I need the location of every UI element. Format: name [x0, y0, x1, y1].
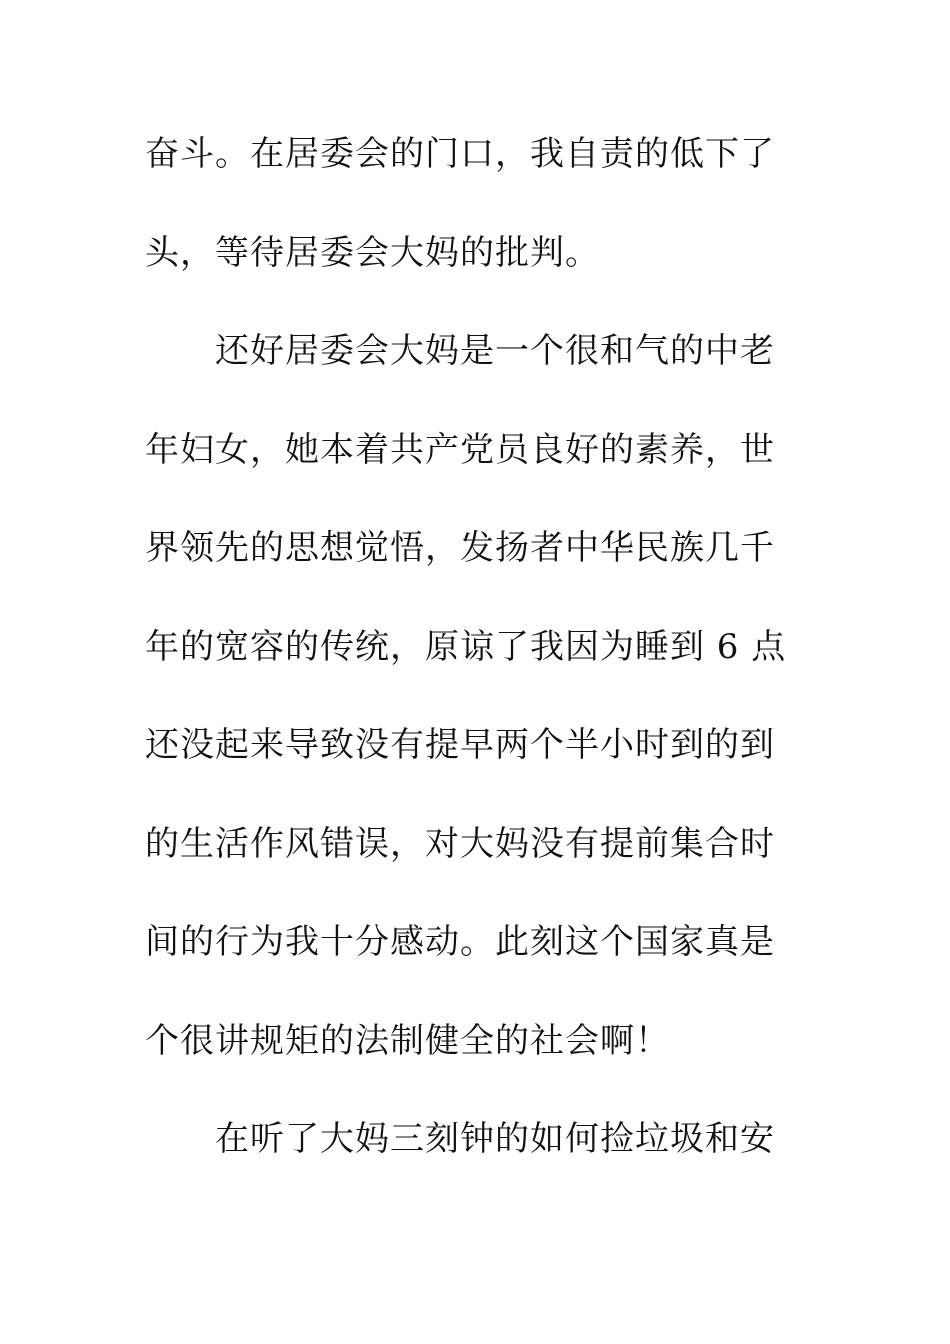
- text-line: 的生活作风错误，对大妈没有提前集合时: [145, 823, 775, 864]
- text-line: 个很讲规矩的法制健全的社会啊！: [145, 1020, 670, 1061]
- paragraph-start-line: 还好居委会大妈是一个很和气的中老: [215, 331, 775, 371]
- text-line: 年妇女，她本着共产党员良好的素养，世: [145, 429, 775, 470]
- text-line: 界领先的思想觉悟，发扬者中华民族几千: [145, 528, 775, 568]
- body-text: [145, 124, 785, 1208]
- text-line: 奋斗。在居委会的门口，我自责的低下了: [145, 134, 775, 174]
- text-line: 年的宽容的传统，原谅了我因为睡到 6 点: [145, 626, 787, 667]
- text-line: 还没起来导致没有提早两个半小时到的到: [145, 725, 775, 765]
- text-line: 间的行为我十分感动。此刻这个国家真是: [145, 922, 775, 962]
- paragraph-start-line: 在听了大妈三刻钟的如何捡垃圾和安: [215, 1119, 775, 1159]
- text-line: 头，等待居委会大妈的批判。: [145, 232, 600, 273]
